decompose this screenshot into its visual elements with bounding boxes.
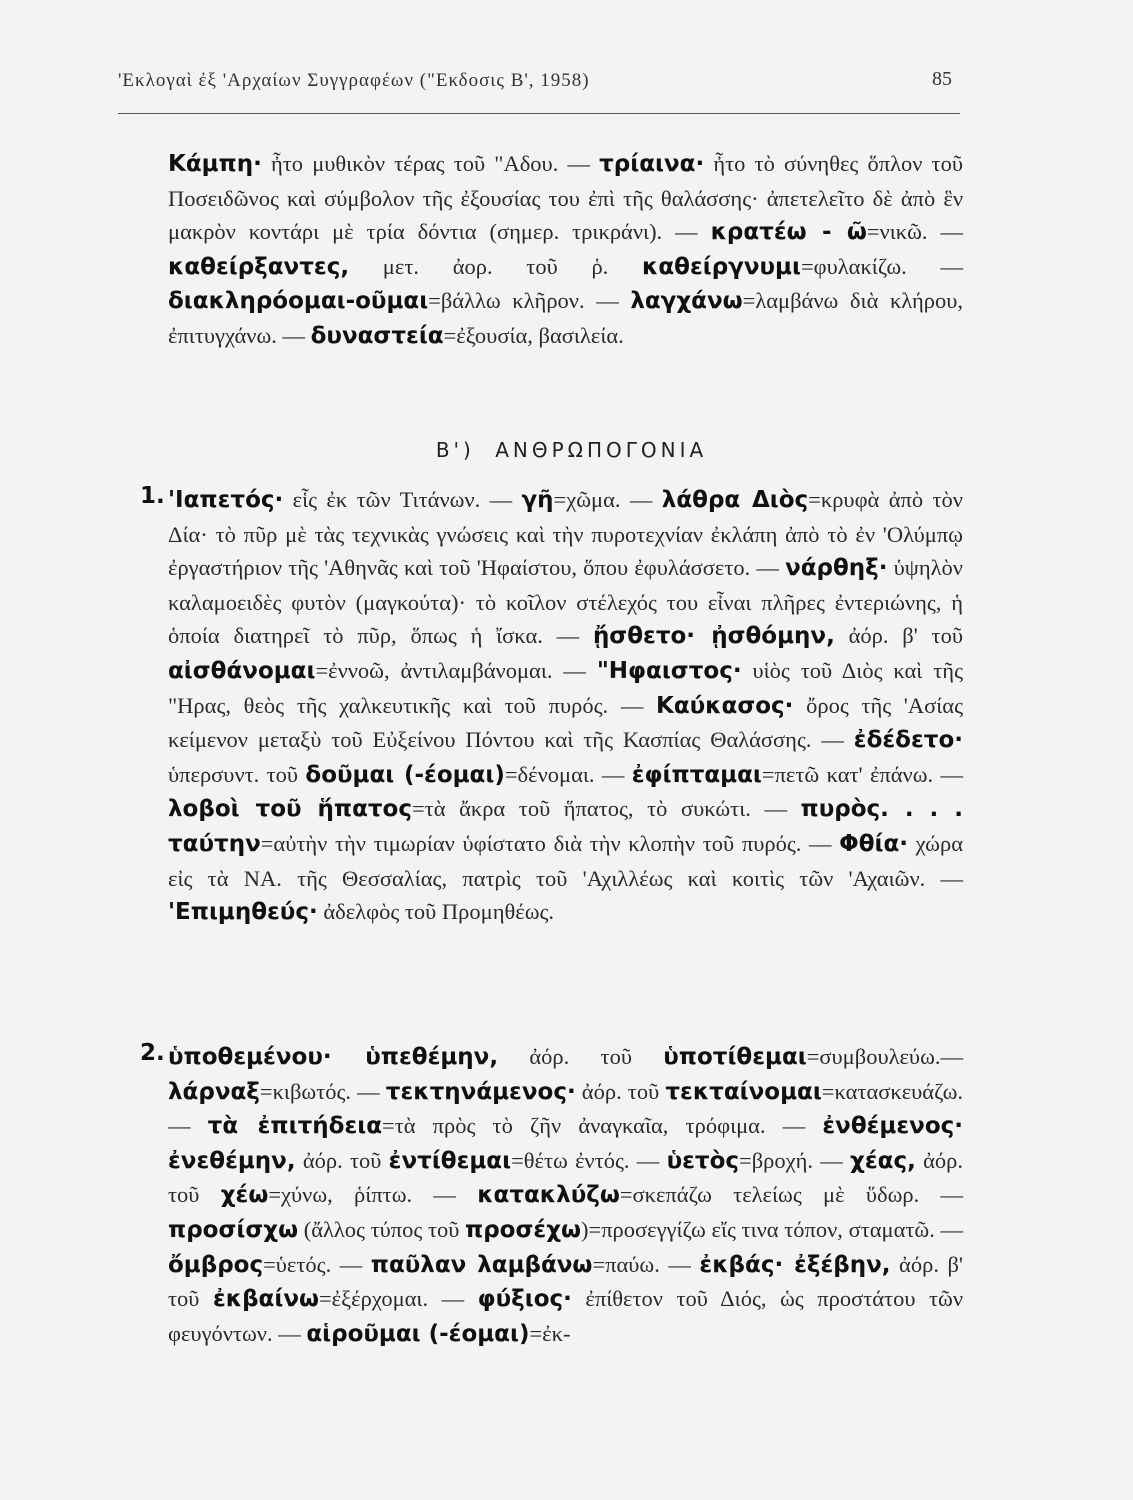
definition-text: ὄρος τῆς 'Ασίας κείμενον μεταξὺ τοῦ Εὐξείνου Πόντου καὶ τῆς Κασπίας Θαλάσσης. — — [168, 692, 963, 753]
headword: τρίαινα· — [599, 151, 705, 177]
definition-text: =χύνω, ῥίπτω. — — [268, 1182, 478, 1208]
definition-text: =ἐκ- — [529, 1320, 571, 1346]
definition-text: =λαμβάνω διὰ κλήρου, ἐπιτυγχάνω. — — [168, 288, 964, 348]
entry-number-1: 1. — [140, 483, 165, 509]
entry-number-2: 2. — [140, 1040, 165, 1066]
headword: ἐντίθεμαι — [388, 1147, 512, 1174]
section-heading — [0, 438, 1133, 462]
definition-text: ἀόρ. β' τοῦ — [834, 623, 963, 649]
headword: ὄμβρος — [168, 1251, 264, 1278]
definition-text: ὑπερσυντ. τοῦ — [168, 761, 306, 787]
definition-text: μετ. ἀορ. τοῦ ῥ. — [349, 253, 643, 279]
definition-text: εἷς ἐκ τῶν Τιτάνων. — — [283, 487, 522, 512]
intro-glossary-paragraph — [168, 147, 963, 354]
definition-text: ἀόρ. β' τοῦ — [168, 1251, 963, 1312]
definition-text: =κιβωτός. — — [259, 1078, 386, 1104]
headword: ἐδέδετο· — [853, 727, 963, 754]
headword: 'Ιαπετός· — [168, 487, 284, 513]
definition-text: =πετῶ κατ' ἐπάνω. — — [761, 761, 964, 787]
definition-text: (ἄλλος τύπος τοῦ — [298, 1216, 466, 1242]
headword: ἐκβάς· ἐξέβην, — [699, 1251, 891, 1278]
definition-text: =συμβουλεύω.— — [806, 1044, 964, 1069]
headword: λοβοὶ τοῦ ἥπατος — [168, 796, 412, 823]
definition-text: =ὑετός. — — [263, 1251, 371, 1277]
headword: δυναστεία — [310, 322, 444, 349]
definition-text: ἦτο τὸ σύνηθες ὅπλον τοῦ Ποσειδῶνος καὶ σύμβολον τῆς ἐξουσίας του ἐπὶ τῆς θαλάσσης· ἀπετελεῖτο δὲ ἀπὸ ἓν μακρὸν κοντάρι μὲ τρία δόντια (σημερ. τρικράνι). — — [168, 151, 963, 245]
headword: ἐνθέμενος· ἐνεθέμην, — [168, 1113, 963, 1174]
headword: τεκταίνομαι — [665, 1078, 822, 1105]
headword: κρατέω - ῶ — [710, 219, 867, 246]
headword: αἱροῦμαι (-έομαι) — [306, 1320, 530, 1347]
headword: αἰσθάνομαι — [168, 657, 316, 684]
headword: παῦλαν λαμβάνω — [370, 1251, 593, 1278]
headword: φύξιος· — [477, 1286, 572, 1313]
headword: κατακλύζω — [477, 1182, 620, 1209]
page-number: 85 — [932, 68, 952, 90]
headword: ὑποτίθεμαι — [663, 1044, 807, 1070]
section-title: ΑΝΘΡΩΠΟΓΟΝΙΑ — [495, 438, 708, 462]
headword: ᾔσθετο· ᾐσθόμην, — [592, 623, 835, 650]
definition-text: =φυλακίζω. — — [800, 253, 964, 279]
headword: Φθία· — [839, 830, 909, 857]
entry-paragraph-1 — [168, 483, 963, 930]
definition-text: ἐπίθετον τοῦ Διός, ὡς προστάτου τῶν φευγόντων. — — [168, 1286, 963, 1346]
definition-text: =δένομαι. — — [504, 761, 632, 787]
headword: ὑετὸς — [666, 1147, 740, 1174]
definition-text: =κατασκευάζω. — — [168, 1078, 964, 1139]
headword: διακληρόομαι-οῦμαι — [168, 288, 429, 315]
headword: χέας, — [850, 1147, 916, 1174]
definition-text: ὑψηλὸν καλαμοειδὲς φυτὸν (μαγκούτα)· τὸ κοῖλον στέλεχός του εἶναι πλῆρες ἐντεριώνης, ἡ ὁποία διατηρεῖ τὸ πῦρ, ὅπως ἡ ἴσκα. — — [168, 555, 963, 649]
definition-text: ἦτο μυθικὸν τέρας τοῦ "Αδου. — — [261, 151, 600, 176]
running-header — [118, 66, 960, 100]
headword: 'Επιμηθεύς· — [168, 899, 318, 926]
headword: "Ηφαιστος· — [596, 657, 742, 684]
definition-text: =ἐξέρχομαι. — — [318, 1286, 478, 1312]
headword: πυρὸς. . . . ταύτην — [168, 796, 963, 857]
definition-text: =θέτω ἐντός. — — [511, 1147, 667, 1173]
definition-text: υἱὸς τοῦ Διὸς καὶ τῆς "Ηρας, θεὸς τῆς χαλκευτικῆς καὶ τοῦ πυρός. — — [168, 657, 963, 718]
definition-text: =σκεπάζω τελείως μὲ ὕδωρ. — — [619, 1182, 963, 1208]
definition-text: ἀόρ. τοῦ — [295, 1147, 389, 1173]
headword: χέω — [220, 1182, 269, 1209]
entry-paragraph-2 — [168, 1040, 963, 1351]
definition-text: =κρυφὰ ἀπὸ τὸν Δία· τὸ πῦρ μὲ τὰς τεχνικὰς γνώσεις καὶ τὴν πυροτεχνίαν ἐκλάπη ἀπὸ τὸ ἐν 'Ολύμπῳ ἐργαστήριον τῆς 'Αθηνᾶς καὶ τοῦ 'Ηφαίστου, ὅπου ἐφυλάσσετο. — — [168, 487, 963, 581]
header-title: 'Εκλογαὶ ἐξ 'Αρχαίων Συγγραφέων ("Εκδοσις Β', 1958) — [118, 70, 590, 91]
headword: λαγχάνω — [630, 288, 743, 315]
definition-text: )=προσεγγίζω εἴς τινα τόπον, σταματῶ. — — [581, 1216, 963, 1242]
headword: καθείργνυμι — [642, 253, 801, 280]
definition-text: =βροχή. — — [739, 1147, 851, 1173]
definition-text: ἀόρ. τοῦ — [498, 1044, 664, 1069]
headword: προσίσχω — [168, 1216, 299, 1243]
header-rule — [118, 113, 960, 114]
headword: Καύκασος· — [656, 692, 794, 719]
headword: νάρθηξ· — [785, 555, 888, 582]
headword: λάθρα Διὸς — [661, 487, 809, 513]
headword: ἐφίπταμαι — [631, 761, 762, 788]
definition-text: =χῶμα. — — [553, 487, 662, 512]
headword: προσέχω — [465, 1216, 582, 1243]
definition-text: χώρα εἰς τὰ ΝΑ. τῆς Θεσσαλίας, πατρὶς τοῦ 'Αχιλλέως καὶ κοιτὶς τῶν 'Αχαιῶν. — — [168, 830, 964, 891]
headword: δοῦμαι (-έομαι) — [305, 761, 505, 788]
definition-text: =τὰ πρὸς τὸ ζῆν ἀναγκαῖα, τρόφιμα. — — [382, 1113, 823, 1139]
definition-text: ἀόρ. τοῦ — [168, 1147, 963, 1208]
headword: τεκτηνάμενος· — [385, 1078, 576, 1105]
definition-text: ἀόρ. τοῦ — [575, 1078, 666, 1104]
definition-text: =βάλλω κλῆρον. — — [428, 288, 631, 314]
headword: καθείρξαντες, — [168, 253, 350, 280]
headword: Κάμπη· — [168, 151, 262, 177]
headword: λάρναξ — [168, 1078, 260, 1105]
definition-text: =τὰ ἄκρα τοῦ ἥπατος, τὸ συκώτι. — — [411, 796, 801, 822]
headword: τὰ ἐπιτήδεια — [207, 1113, 383, 1140]
headword: γῆ — [521, 487, 554, 513]
definition-text: =παύω. — — [592, 1251, 700, 1277]
definition-text: ἀδελφὸς τοῦ Προμηθέως. — [317, 899, 555, 925]
definition-text: =αὐτὴν τὴν τιμωρίαν ὑφίστατο διὰ τὴν κλοπὴν τοῦ πυρός. — — [260, 830, 840, 856]
definition-text: =ἐννοῶ, ἀντιλαμβάνομαι. — — [315, 657, 597, 683]
headword: ἐκβαίνω — [212, 1286, 319, 1313]
definition-text: =ἐξουσία, βασιλεία. — [443, 322, 624, 348]
definition-text: =νικῶ. — — [866, 219, 963, 245]
headword: ὑποθεμένου· ὑπεθέμην, — [168, 1044, 499, 1070]
section-label: Β') — [435, 438, 475, 462]
